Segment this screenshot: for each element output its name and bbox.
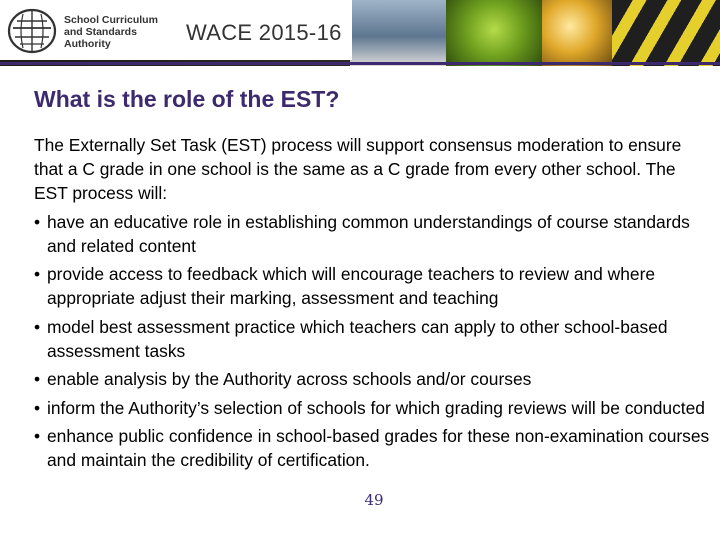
banner-photo-road-stripes xyxy=(612,0,720,66)
program-title: WACE 2015-16 xyxy=(186,20,342,45)
bullet-item: • enhance public confidence in school-based grades for these non-examination courses and maintain the credibility of certification. xyxy=(34,424,710,472)
logo-line-2: and Standards xyxy=(64,26,137,38)
authority-logo-icon xyxy=(7,8,57,54)
logo-panel xyxy=(0,0,352,60)
header-banner xyxy=(0,0,720,66)
bullet-list xyxy=(34,210,710,473)
slide-title: What is the role of the EST? xyxy=(34,86,340,112)
bullet-item: • have an educative role in establishing common understandings of course standards and related content xyxy=(34,210,710,258)
bullet-item: • enable analysis by the Authority across schools and/or courses xyxy=(34,367,710,391)
banner-photo-leaf xyxy=(446,0,542,66)
logo-wordmark xyxy=(64,14,184,50)
slide-body xyxy=(34,133,710,472)
header-divider xyxy=(0,62,720,65)
page-number: 49 xyxy=(364,491,384,509)
logo-line-1: School Curriculum xyxy=(64,14,158,26)
bullet-item: • provide access to feedback which will encourage teachers to review and where appropriate adjust their marking, assessment and teaching xyxy=(34,262,710,310)
intro-paragraph: The Externally Set Task (EST) process will support consensus moderation to ensure that a C grade in one school is the same as a C grade from every other school. The EST process will: xyxy=(34,135,682,203)
bullet-item: • inform the Authority’s selection of schools for which grading reviews will be conducted xyxy=(34,396,710,420)
bullet-item: • model best assessment practice which teachers can apply to other school-based assessment tasks xyxy=(34,315,710,363)
logo-line-3: Authority xyxy=(64,38,111,50)
banner-photo-sunlight xyxy=(542,0,612,66)
banner-photo-sneakers xyxy=(350,0,446,66)
